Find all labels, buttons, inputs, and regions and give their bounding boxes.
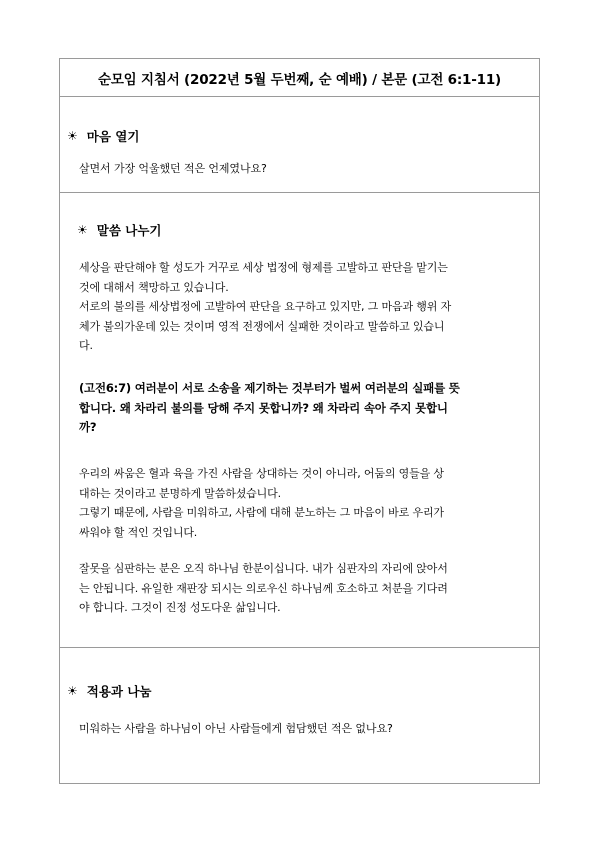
apply-share-question: 미워하는 사람을 하나님이 아닌 사람들에게 험담했던 적은 없나요?: [79, 722, 393, 735]
text-line: 서로의 불의를 세상법정에 고발하여 판단을 요구하고 있지만, 그 마음과 행위 자: [79, 300, 452, 313]
section-apply-share: [60, 648, 539, 785]
section-share-word: [60, 193, 539, 648]
section-open-heart: [60, 97, 539, 193]
paragraph-3: [79, 464, 523, 542]
section-heading: [77, 221, 162, 239]
text-line: (고전6:7) 여러분이 서로 소송을 제기하는 것부터가 벌써 여러분의 실패를 뜻: [79, 381, 460, 395]
sun-icon: ☀: [67, 684, 78, 698]
text-line: 우리의 싸움은 혈과 육을 가진 사람을 상대하는 것이 아니라, 어둠의 영들을 상: [79, 467, 444, 480]
text-line: 세상을 판단해야 할 성도가 거꾸로 세상 법정에 형제를 고발하고 판단을 맡기는: [79, 261, 448, 274]
document-title: 순모임 지침서 (2022년 5월 두번째, 순 예배) / 본문 (고전 6:1-11): [97, 71, 502, 88]
text-line: 체가 불의가운데 있는 것이며 영적 전쟁에서 실패한 것이라고 말씀하고 있습니: [79, 319, 445, 333]
text-line: 합니다. 왜 차라리 불의를 당해 주지 못합니까? 왜 차라리 속아 주지 못합니: [79, 400, 448, 415]
text-line: 대하는 것이라고 분명하게 말씀하셨습니다.: [79, 486, 281, 500]
sun-icon: ☀: [77, 223, 88, 237]
section-heading-label: 적용과 나눔: [86, 684, 152, 699]
text-line: 까?: [79, 420, 97, 434]
section-heading-label: 마음 열기: [86, 129, 140, 144]
section-heading: [67, 682, 152, 700]
paragraph-4: [79, 559, 523, 618]
text-line: 는 안됩니다. 유일한 재판장 되시는 의로우신 하나님께 호소하고 처분을 기다려: [79, 581, 448, 595]
title-row: [60, 59, 539, 97]
text-line: 다.: [79, 339, 93, 352]
document-page: [59, 58, 540, 784]
section-heading: [67, 127, 139, 145]
text-line: 야 합니다. 그것이 진정 성도다운 삶입니다.: [79, 601, 281, 614]
scripture-quote: [79, 379, 523, 438]
open-heart-question: 살면서 가장 억울했던 적은 언제였나요?: [79, 162, 267, 175]
sun-icon: ☀: [67, 129, 78, 143]
text-line: 것에 대해서 책망하고 있습니다.: [79, 280, 229, 294]
text-line: 그렇기 때문에, 사람을 미워하고, 사람에 대해 분노하는 그 마음이 바로 우리가: [79, 506, 444, 519]
text-line: 싸워야 할 적인 것입니다.: [79, 525, 198, 539]
paragraph-1: [79, 258, 523, 356]
text-line: 잘못을 심판하는 분은 오직 하나님 한분이십니다. 내가 심판자의 자리에 앉아서: [79, 562, 448, 575]
section-heading-label: 말씀 나누기: [96, 223, 162, 238]
